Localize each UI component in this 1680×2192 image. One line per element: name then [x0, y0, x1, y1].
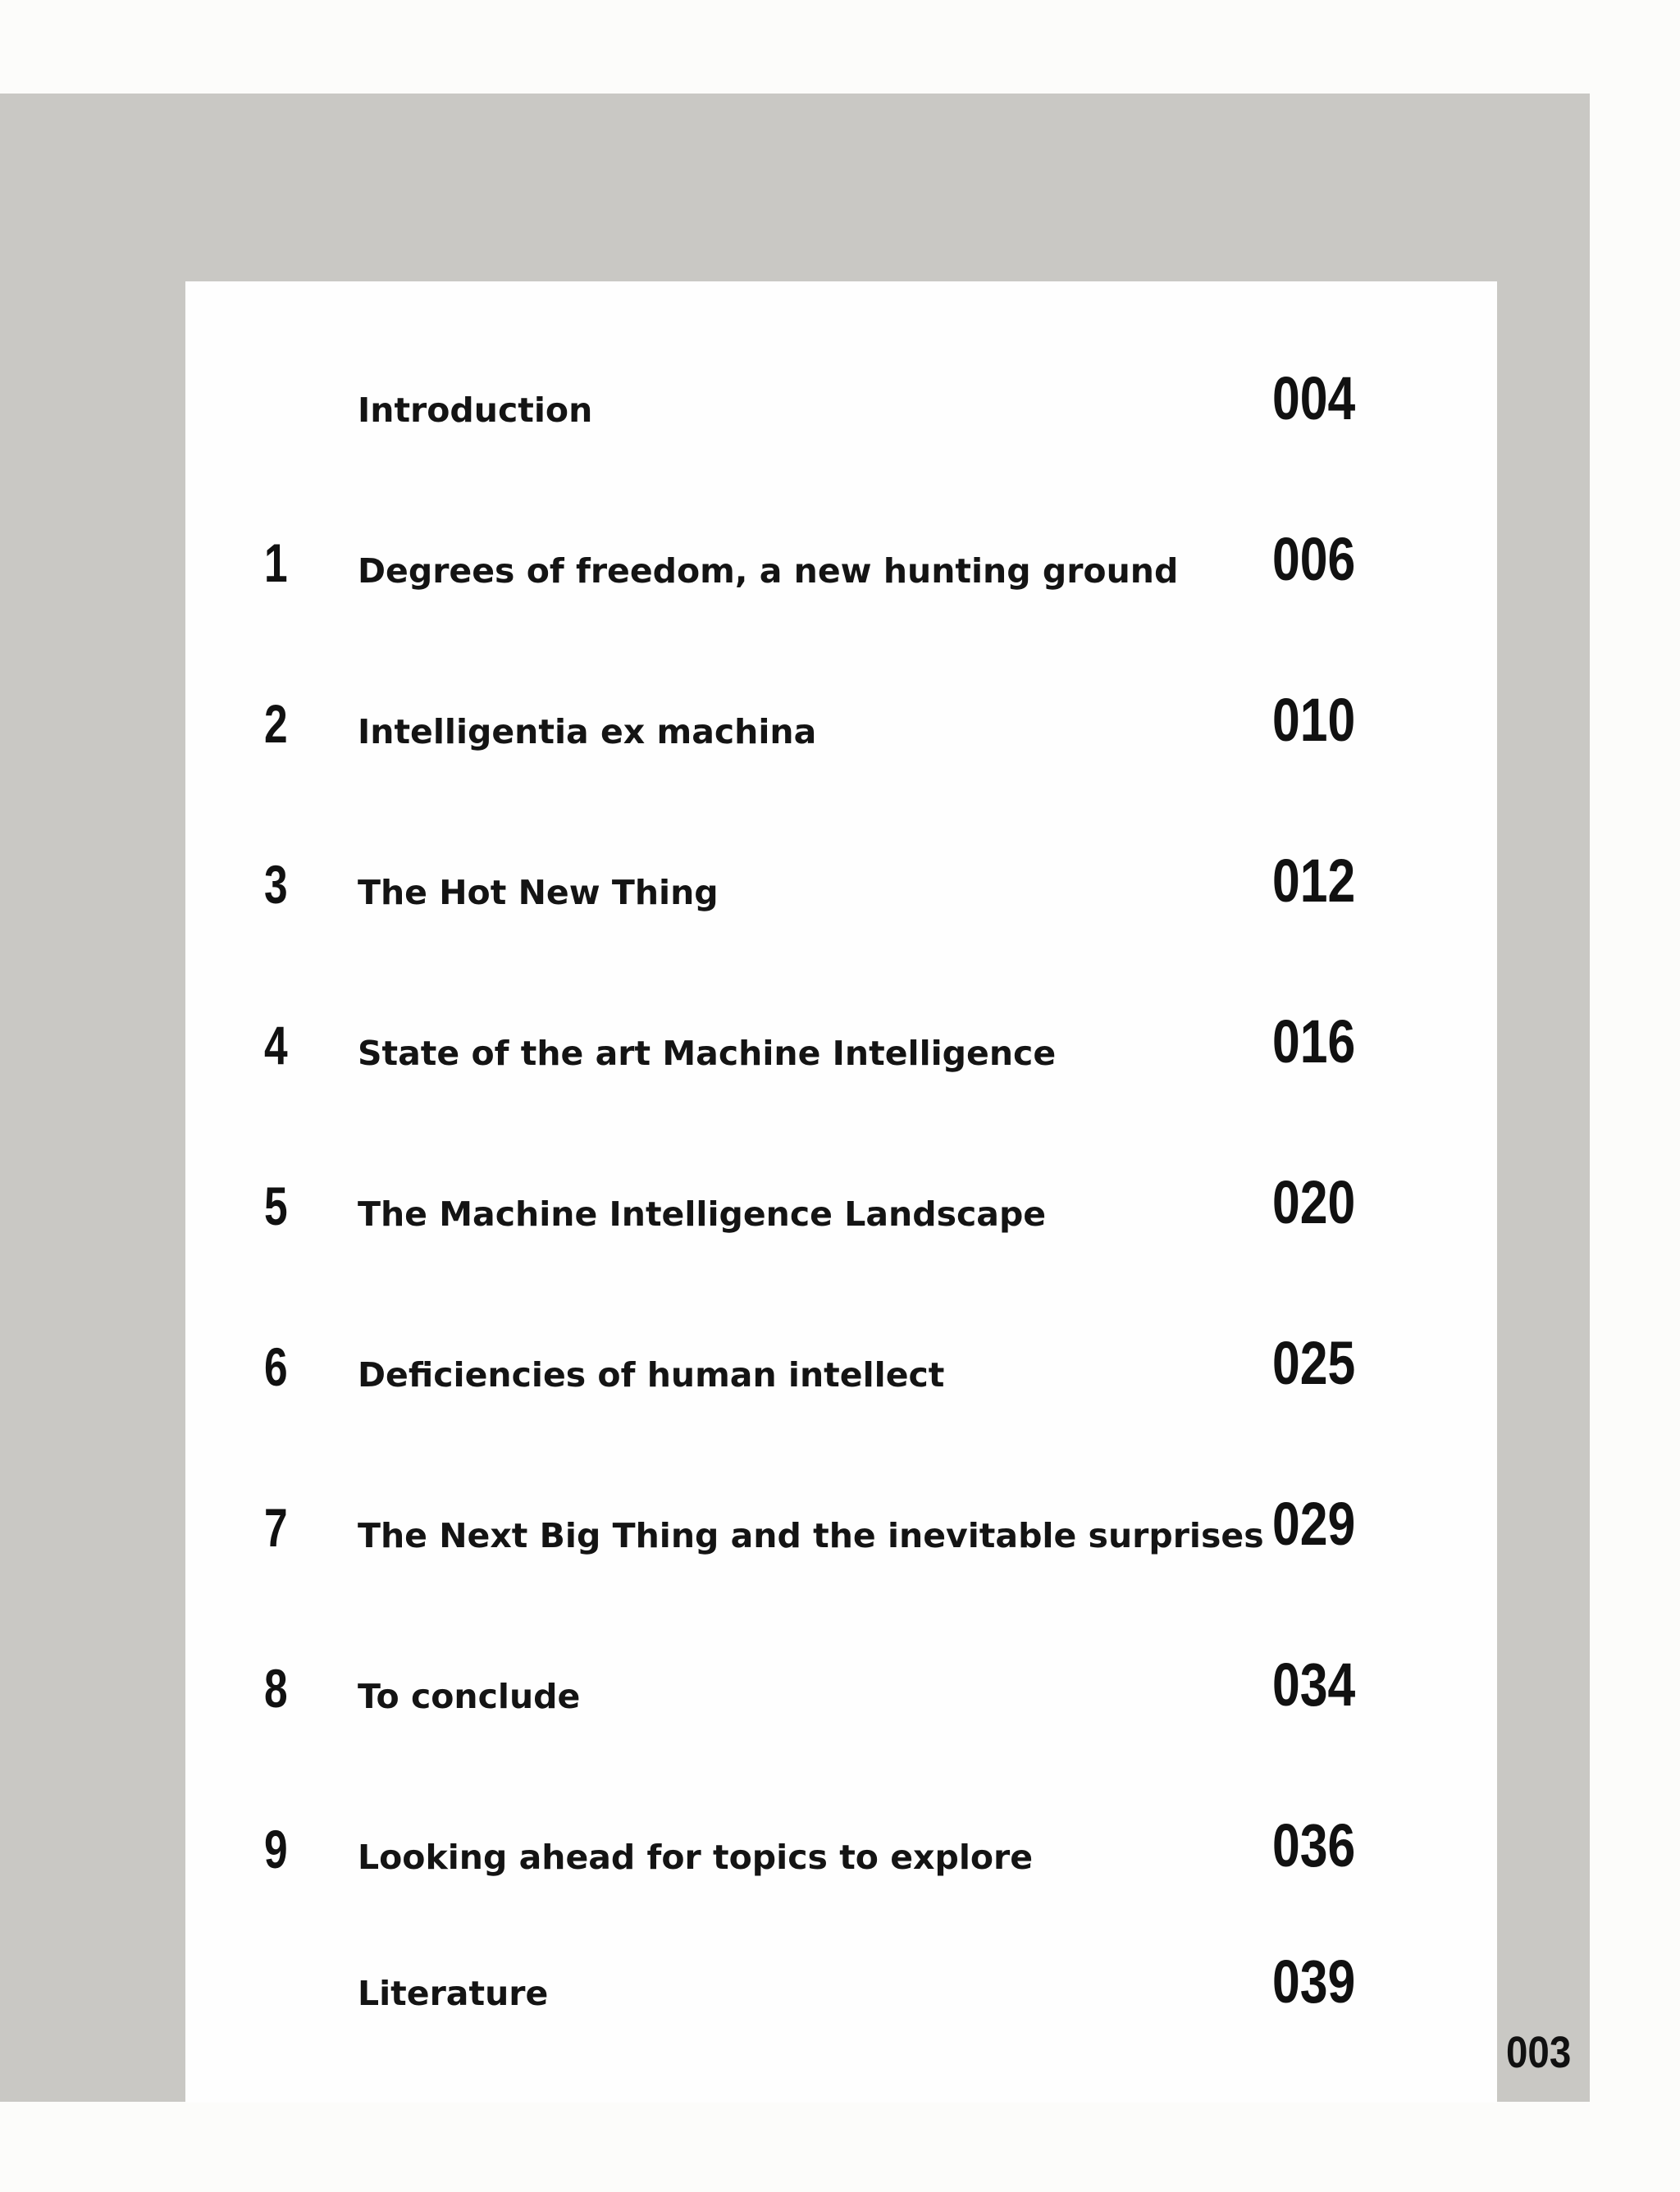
page-reference: 025 — [1272, 1329, 1356, 1397]
toc-entry-3[interactable] — [185, 847, 1497, 921]
toc-entry-1[interactable] — [185, 525, 1497, 600]
page-reference: 006 — [1272, 525, 1356, 593]
chapter-number: 4 — [264, 1015, 288, 1075]
table-of-contents — [185, 281, 1497, 2103]
toc-entry-7[interactable] — [185, 1490, 1497, 1564]
chapter-title: Deficiencies of human intellect — [358, 1355, 945, 1395]
page-reference: 029 — [1272, 1490, 1356, 1558]
chapter-title: The Hot New Thing — [358, 873, 719, 912]
page-reference: 020 — [1272, 1168, 1356, 1236]
page-reference: 016 — [1272, 1007, 1356, 1075]
gray-frame — [0, 94, 1590, 2102]
chapter-title: The Machine Intelligence Landscape — [358, 1194, 1047, 1234]
page-reference: 004 — [1272, 364, 1356, 432]
toc-entry-5[interactable] — [185, 1168, 1497, 1243]
page-reference: 036 — [1272, 1811, 1356, 1879]
chapter-number: 8 — [264, 1658, 288, 1719]
toc-entry-6[interactable] — [185, 1329, 1497, 1404]
toc-entry-2[interactable] — [185, 686, 1497, 760]
chapter-number: 3 — [264, 854, 288, 915]
toc-entry-9[interactable] — [185, 1811, 1497, 1886]
toc-entry-literature[interactable] — [185, 1948, 1497, 2022]
chapter-title: To conclude — [358, 1677, 581, 1716]
chapter-number: 5 — [264, 1176, 288, 1236]
chapter-number: 1 — [264, 532, 288, 593]
chapter-title: Introduction — [358, 390, 593, 430]
chapter-title: Looking ahead for topics to explore — [358, 1838, 1034, 1877]
chapter-title: Degrees of freedom, a new hunting ground — [358, 551, 1179, 591]
toc-entry-8[interactable] — [185, 1651, 1497, 1725]
chapter-title: The Next Big Thing and the inevitable surprises — [358, 1516, 1264, 1555]
chapter-number: 6 — [264, 1336, 288, 1397]
chapter-number: 9 — [264, 1819, 288, 1879]
toc-entry-introduction[interactable] — [185, 364, 1497, 439]
chapter-number: 7 — [264, 1497, 288, 1558]
toc-entry-4[interactable] — [185, 1007, 1497, 1082]
page-number: 003 — [1506, 2028, 1572, 2077]
chapter-title: Intelligentia ex machina — [358, 712, 817, 751]
page-reference: 010 — [1272, 686, 1356, 754]
chapter-title: State of the art Machine Intelligence — [358, 1034, 1057, 1073]
page-reference: 039 — [1272, 1948, 1356, 2016]
page-reference: 034 — [1272, 1651, 1356, 1719]
chapter-title: Literature — [358, 1974, 549, 2013]
chapter-number: 2 — [264, 693, 288, 754]
page-reference: 012 — [1272, 847, 1356, 915]
